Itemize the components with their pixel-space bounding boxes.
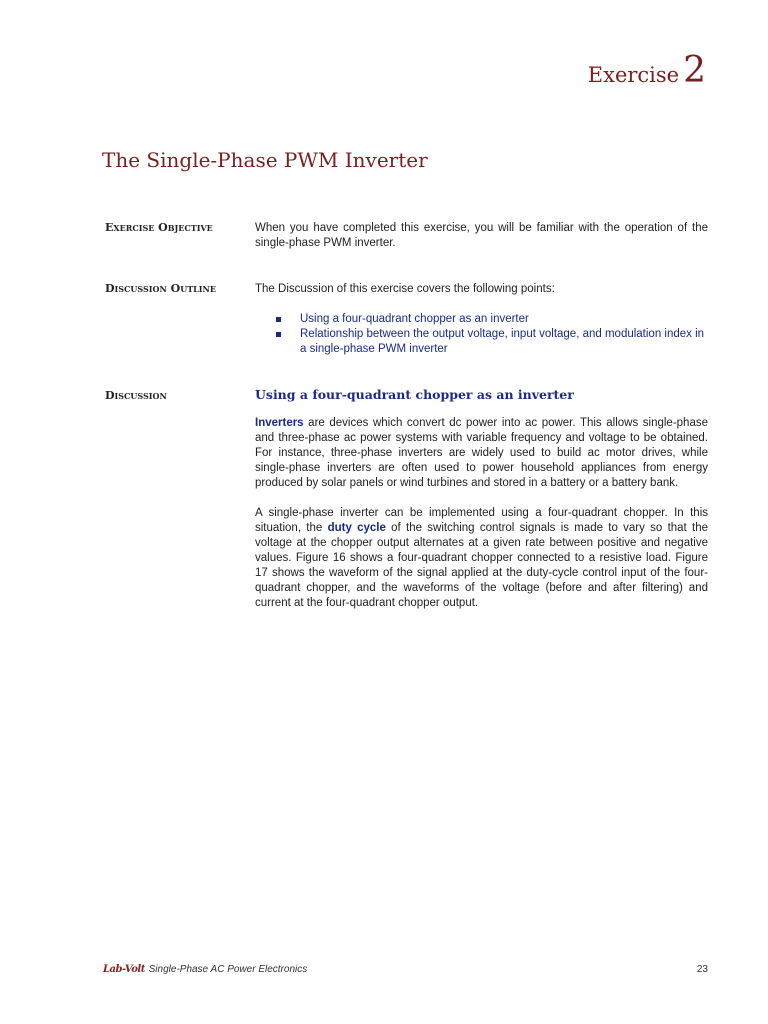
outline-item-text: Relationship between the output voltage, input voltage, and modulation index in a single-phase PWM inverter	[300, 328, 705, 355]
exercise-label: Exercise	[587, 63, 680, 87]
term-inverters: Inverters	[255, 417, 304, 429]
page-number: 23	[696, 964, 708, 975]
outline-label: Discussion Outline	[105, 282, 216, 295]
outline-item[interactable]	[273, 327, 708, 357]
paragraph-1-text: are devices which convert dc power into ac power. This allows single-phase and three-phase ac power systems with variable frequency and voltage to be obtained. For instance, three-phase inverters are widely used to build ac motor drives, while single-phase inverters are often used to power household appliances from energy produced by solar panels or wind turbines and stored in a battery or a battery bank.	[255, 417, 708, 489]
outline-list	[255, 312, 708, 357]
discussion-heading: Using a four-quadrant chopper as an inverter	[255, 387, 574, 402]
discussion-paragraph-2	[255, 506, 708, 611]
outline-section	[255, 282, 708, 357]
exercise-number: 2	[683, 50, 706, 91]
discussion-section	[255, 387, 708, 611]
objective-section	[255, 221, 708, 251]
outline-intro: The Discussion of this exercise covers the following points:	[255, 283, 555, 295]
footer	[103, 964, 307, 975]
discussion-label: Discussion	[105, 389, 167, 402]
paragraph-2-text-end: of the switching control signals is made to vary so that the voltage at the chopper output alternates at a given rate between positive and negative values. Figure 16 shows a four-quadrant chopper connected to a resistive load. Figure 17 shows the waveform of the signal applied at the duty-cycle control input of the four-quadrant chopper, and the waveforms of the voltage (before and after filtering) and current at the four-quadrant chopper output.	[255, 522, 709, 609]
outline-item[interactable]	[273, 312, 708, 327]
discussion-paragraph-1	[255, 416, 708, 491]
bullet-square-icon	[276, 317, 281, 322]
paragraph-2-text-start: A single-phase inverter can be implemented using a four-quadrant chopper. In this situation, the	[255, 507, 708, 534]
page-title: The Single-Phase PWM Inverter	[102, 148, 428, 172]
objective-text: When you have completed this exercise, you will be familiar with the operation of the single-phase PWM inverter.	[255, 222, 708, 249]
bullet-square-icon	[276, 332, 281, 337]
footer-title: Single-Phase AC Power Electronics	[148, 964, 308, 975]
outline-item-text: Using a four-quadrant chopper as an inverter	[300, 313, 529, 325]
objective-label: Exercise Objective	[105, 221, 213, 234]
term-duty-cycle: duty cycle	[327, 522, 386, 534]
exercise-header	[588, 50, 706, 91]
lab-volt-logo: Lab-Volt	[103, 964, 145, 975]
